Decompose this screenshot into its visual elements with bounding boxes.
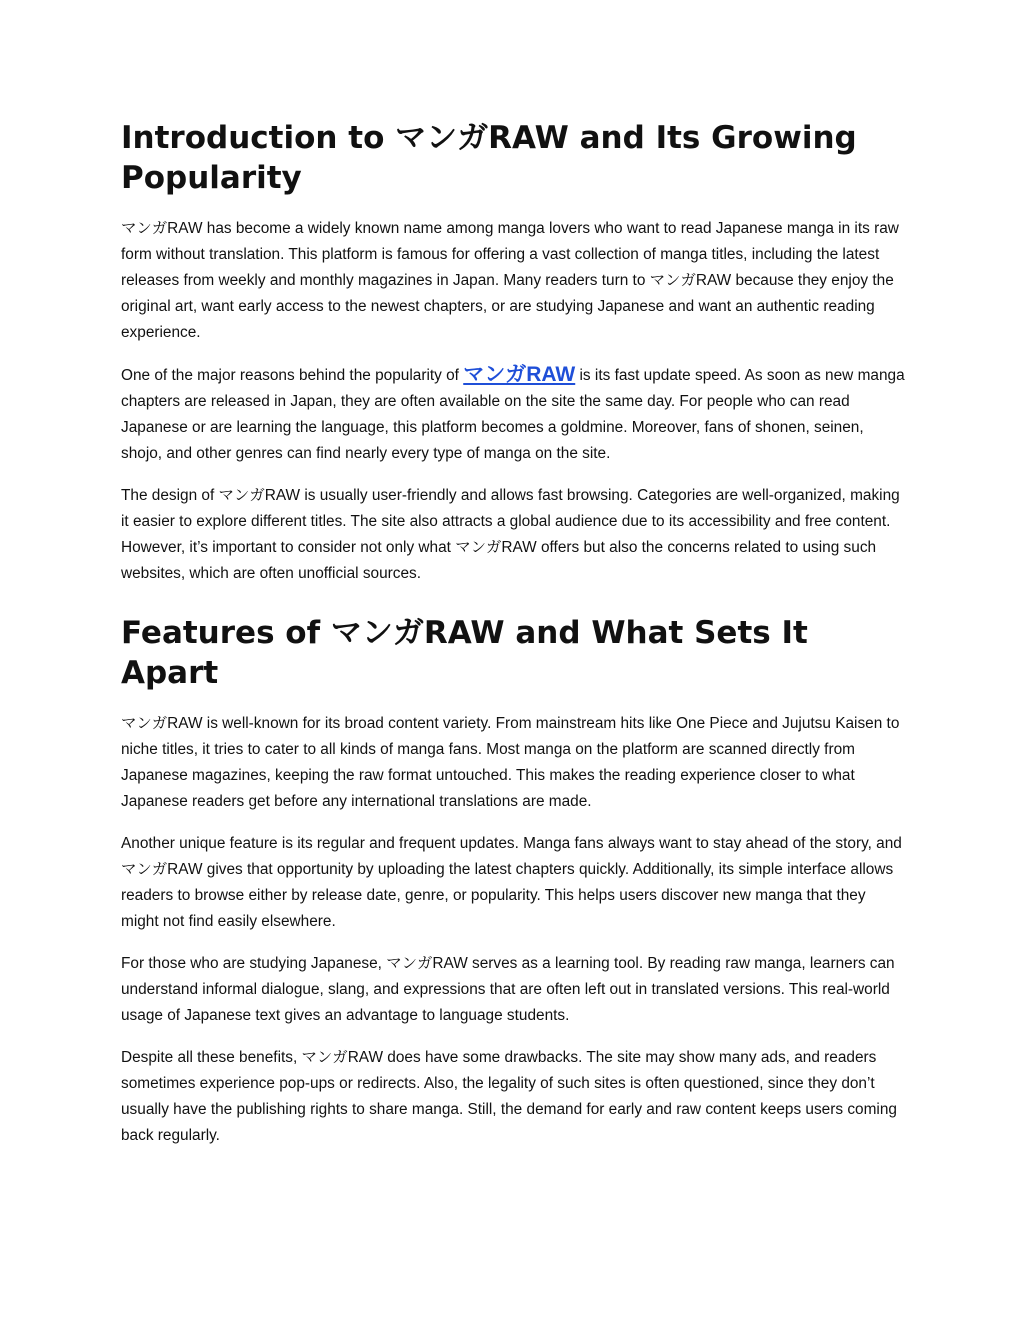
mangaraw-link[interactable]: マンガRAW [463, 363, 576, 386]
features-paragraph-2: Another unique feature is its regular and frequent updates. Manga fans always want to stay ahead of the story, and マンガRAW gives that opportunity by uploading the latest chapters quickly. Additionally, its simple interface allows readers to browse either by release date, genre, or popularity. This helps users discover new manga that they might not find easily elsewhere. [121, 835, 902, 930]
section-heading-introduction: Introduction to マンガRAW and Its Growing Popularity [121, 120, 857, 196]
intro-paragraph-2-lead: One of the major reasons behind the popularity of [121, 367, 464, 384]
intro-paragraph-2-rest: is its fast update speed. As soon as new manga chapters are released in Japan, they are often available on the site the same day. For people who can read Japanese or are learning the language, this platform becomes a goldmine. Moreover, fans of shonen, seinen, shojo, and other genres can find nearly every type of manga on the site. [121, 367, 905, 462]
intro-paragraph-3: The design of マンガRAW is usually user-friendly and allows fast browsing. Categories are well-organized, making it easier to explore different titles. The site also attracts a global audience due to its accessibility and free content. However, it’s important to consider not only what マンガRAW offers but also the concerns related to using such websites, which are often unofficial sources. [121, 487, 900, 582]
section-heading-features: Features of マンガRAW and What Sets It Apart [121, 615, 808, 691]
features-paragraph-1: マンガRAW is well-known for its broad content variety. From mainstream hits like One Piece and Jujutsu Kaisen to niche titles, it tries to cater to all kinds of manga fans. Most manga on the platform are scanned directly from Japanese magazines, keeping the raw format untouched. This makes the reading experience closer to what Japanese readers get before any international translations are made. [121, 715, 900, 810]
features-paragraph-4: Despite all these benefits, マンガRAW does have some drawbacks. The site may show many ads, and readers sometimes experience pop-ups or redirects. Also, the legality of such sites is often questioned, since they don’t usually have the publishing rights to share manga. Still, the demand for early and raw content keeps users coming back regularly. [121, 1049, 897, 1144]
intro-paragraph-1: マンガRAW has become a widely known name among manga lovers who want to read Japanese manga in its raw form without translation. This platform is famous for offering a vast collection of manga titles, including the latest releases from weekly and monthly magazines in Japan. Many readers turn to マンガRAW because they enjoy the original art, want early access to the newest chapters, or are studying Japanese and want an authentic reading experience. [121, 220, 899, 341]
features-paragraph-3: For those who are studying Japanese, マンガRAW serves as a learning tool. By reading raw manga, learners can understand informal dialogue, slang, and expressions that are often left out in translated versions. This real-world usage of Japanese text gives an advantage to language students. [121, 955, 895, 1024]
intro-paragraph-2 [121, 362, 906, 467]
document-page [121, 118, 906, 1165]
